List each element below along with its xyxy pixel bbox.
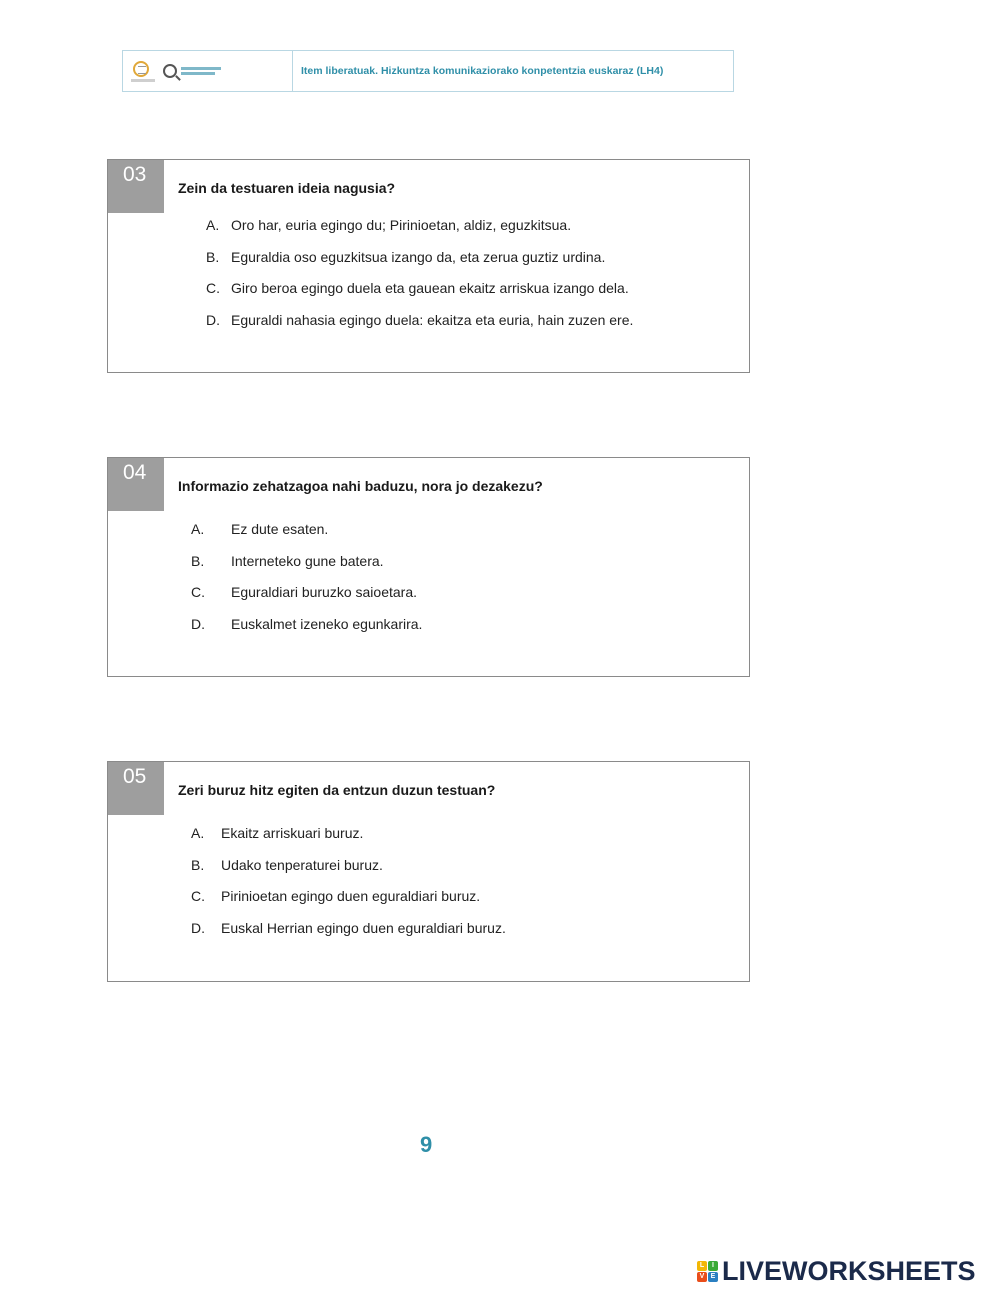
option-letter: C. <box>191 584 205 600</box>
question-prompt: Informazio zehatzagoa nahi baduzu, nora jo dezakezu? <box>178 478 543 494</box>
logo-letter-l: L <box>697 1261 707 1271</box>
option-text: Giro beroa egingo duela eta gauean ekaitz arriskua izango dela. <box>231 280 629 296</box>
option-text: Udako tenperaturei buruz. <box>221 857 383 873</box>
header-title: Item liberatuak. Hizkuntza komunikaziorako konpetentzia euskaraz (LH4) <box>301 65 664 77</box>
option-text: Euskalmet izeneko egunkarira. <box>231 616 423 632</box>
question-number: 03 <box>108 160 164 213</box>
question-box-05 <box>107 761 750 982</box>
option-text: Pirinioetan egingo duen eguraldiari buruz. <box>221 888 481 904</box>
option-letter: D. <box>191 616 205 632</box>
option-text: Eguraldi nahasia egingo duela: ekaitza eta euria, hain zuzen ere. <box>231 312 634 328</box>
option-letter: C. <box>206 280 220 296</box>
option-text: Interneteko gune batera. <box>231 553 384 569</box>
option-text: Eguraldiari buruzko saioetara. <box>231 584 417 600</box>
magnifier-logo-icon <box>163 64 221 78</box>
logo-letter-e: E <box>708 1272 718 1282</box>
document-header <box>122 50 734 92</box>
institute-logo-icon <box>131 59 153 83</box>
question-box-03 <box>107 159 750 373</box>
question-number: 04 <box>108 458 164 511</box>
question-prompt: Zein da testuaren ideia nagusia? <box>178 180 396 196</box>
option-letter: D. <box>206 312 220 328</box>
option-text: Ekaitz arriskuari buruz. <box>221 825 364 841</box>
option-letter: A. <box>206 217 220 233</box>
option-letter: A. <box>191 825 205 841</box>
option-text: Oro har, euria egingo du; Pirinioetan, aldiz, eguzkitsua. <box>231 217 572 233</box>
option-letter: D. <box>191 920 205 936</box>
option-letter: A. <box>191 521 205 537</box>
brand-text: LIVEWORKSHEETS <box>722 1255 976 1286</box>
liveworksheets-brand[interactable] <box>697 1255 976 1287</box>
liveworksheets-logo-icon <box>697 1261 718 1282</box>
question-box-04 <box>107 457 750 677</box>
option-letter: B. <box>191 553 205 569</box>
option-text: Eguraldia oso eguzkitsua izango da, eta zerua guztiz urdina. <box>231 249 606 265</box>
option-letter: B. <box>206 249 220 265</box>
question-number: 05 <box>108 762 164 815</box>
logo-letter-v: V <box>697 1272 707 1282</box>
page-number: 9 <box>420 1132 433 1157</box>
option-text: Ez dute esaten. <box>231 521 329 537</box>
question-prompt: Zeri buruz hitz egiten da entzun duzun testuan? <box>178 782 496 798</box>
option-letter: B. <box>191 857 205 873</box>
option-text: Euskal Herrian egingo duen eguraldiari buruz. <box>221 920 506 936</box>
header-logos <box>123 51 293 91</box>
logo-letter-i: I <box>708 1261 718 1271</box>
option-letter: C. <box>191 888 205 904</box>
